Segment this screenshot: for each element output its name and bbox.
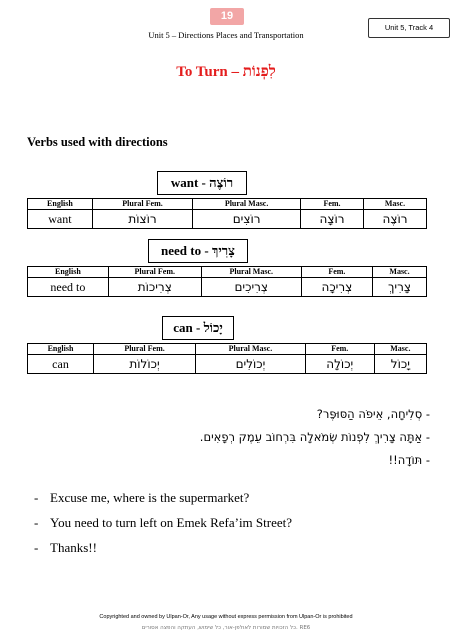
dash-marker: -	[34, 515, 39, 530]
plural-masc-cell: רוֹצִים	[193, 210, 301, 229]
table-row	[28, 210, 427, 229]
conjugation-table-need-to	[27, 266, 427, 297]
english-dialogue-text: Excuse me, where is the supermarket?	[50, 490, 250, 505]
masc-cell: רוֹצֶה	[363, 210, 426, 229]
col-english: English	[28, 267, 109, 278]
plural-masc-cell: צְרִיכִים	[201, 278, 301, 297]
fem-cell: רוֹצָה	[301, 210, 364, 229]
english-dialogue-text: Thanks!!	[50, 540, 97, 555]
col-plural-masc: Plural Masc.	[201, 267, 301, 278]
table-header-row	[28, 267, 427, 278]
col-masc: Masc.	[373, 267, 427, 278]
audio-track-label[interactable]: Unit 5, Track 4	[368, 18, 450, 38]
hebrew-dialogue-line: - סְלִיחָה, אֵיפֹה הַסּוּפֶּר?	[316, 407, 430, 421]
section-heading: Verbs used with directions	[27, 135, 168, 149]
verb-title-want: want - רוֹצֶה	[157, 171, 247, 195]
fem-cell: יְכוֹלָה	[305, 355, 374, 374]
col-fem: Fem.	[301, 199, 364, 210]
english-dialogue-line	[34, 515, 292, 531]
table-row	[28, 355, 427, 374]
conjugation-table-can	[27, 343, 427, 374]
verb-title-can: can - יָכוֹל	[162, 316, 234, 340]
hebrew-copyright-notice: כל הזכויות שמורות לאולפן-אור, כל שימוש, העתקה והפצה אסורים. RE6	[141, 625, 311, 631]
col-english: English	[28, 199, 93, 210]
unit-subtitle: Unit 5 – Directions Places and Transportation	[148, 30, 304, 40]
hebrew-dialogue-line: - אַתָּה צָרִיךְ לִפְנוֹת שְׂמֹאלָה בִּרְחוֹב עֵמֶק רְפָאִים.	[199, 430, 430, 444]
plural-fem-cell: צְרִיכוֹת	[108, 278, 201, 297]
col-plural-fem: Plural Fem.	[108, 267, 201, 278]
conjugation-table-want	[27, 198, 427, 229]
plural-fem-cell: יְכוֹלוֹת	[94, 355, 196, 374]
col-fem: Fem.	[305, 344, 374, 355]
plural-fem-cell: רוֹצוֹת	[92, 210, 192, 229]
col-plural-masc: Plural Masc.	[193, 199, 301, 210]
copyright-notice: Copyrighted and owned by Ulpan-Or, Any usage without express permission from Ulpan-Or is prohibited	[99, 614, 353, 620]
col-plural-masc: Plural Masc.	[196, 344, 306, 355]
col-english: English	[28, 344, 94, 355]
col-plural-fem: Plural Fem.	[92, 199, 192, 210]
table-row	[28, 278, 427, 297]
english-cell: need to	[28, 278, 109, 297]
dash-marker: -	[34, 490, 39, 505]
fem-cell: צְרִיכָה	[301, 278, 372, 297]
english-cell: want	[28, 210, 93, 229]
table-header-row	[28, 199, 427, 210]
col-plural-fem: Plural Fem.	[94, 344, 196, 355]
dash-marker: -	[34, 540, 39, 555]
page-title: To Turn – לִפְנוֹת	[176, 64, 276, 80]
verb-title-need-to: need to - צָרִיךְ	[148, 239, 248, 263]
english-dialogue-text: You need to turn left on Emek Refa’im Street?	[50, 515, 293, 530]
col-fem: Fem.	[301, 267, 372, 278]
plural-masc-cell: יְכוֹלִים	[196, 355, 306, 374]
col-masc: Masc.	[374, 344, 426, 355]
table-header-row	[28, 344, 427, 355]
page-number-badge: 19	[210, 8, 244, 25]
english-dialogue-line	[34, 540, 97, 556]
masc-cell: צָרִיךְ	[373, 278, 427, 297]
english-dialogue-line	[34, 490, 249, 506]
english-cell: can	[28, 355, 94, 374]
hebrew-dialogue-line: - תּוֹדָה!!	[388, 453, 430, 467]
masc-cell: יָכוֹל	[374, 355, 426, 374]
col-masc: Masc.	[363, 199, 426, 210]
